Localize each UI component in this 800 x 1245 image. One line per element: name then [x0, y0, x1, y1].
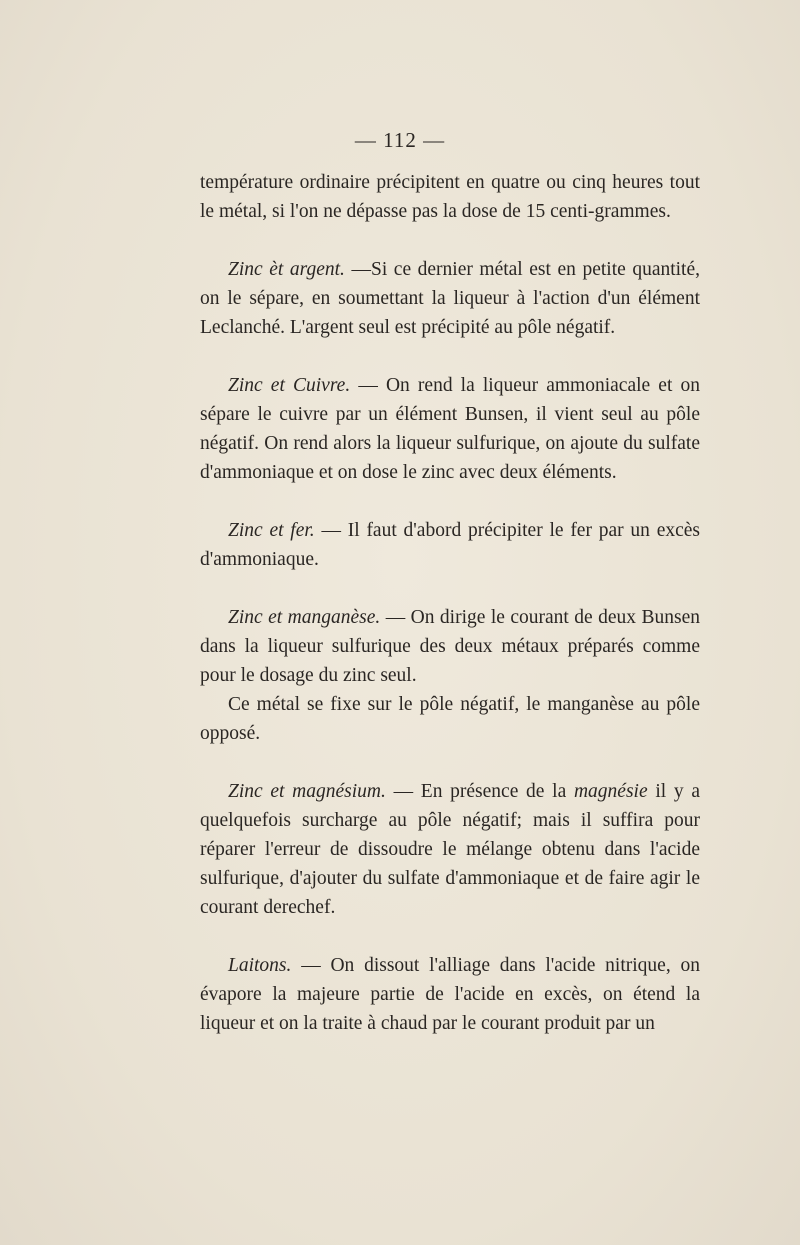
paragraph-continuation: [200, 168, 700, 226]
paragraph-zinc-magnesium: [200, 777, 700, 922]
paragraph-zinc-argent: [200, 255, 700, 342]
paragraph-text: — En présence de la: [385, 781, 574, 802]
paragraph-text: température ordinaire précipitent en quatre ou cinq heures tout le métal, si l'on ne dépasse pas la dose de 15 centi-grammes.: [200, 172, 700, 222]
paragraph-heading: Zinc et magnésium.: [228, 781, 386, 802]
paragraph-zinc-fer: [200, 516, 700, 574]
paragraph-manganese-note: [200, 690, 700, 748]
paragraph-heading: Laitons.: [228, 955, 292, 976]
paragraph-text: — On dirige le courant de deux Bunsen dans la liqueur sulfurique des deux métaux préparés comme pour le dosage du zinc seul.: [200, 607, 700, 686]
paragraph-zinc-manganese: [200, 603, 700, 690]
paragraph-text: Ce métal se fixe sur le pôle négatif, le manganèse au pôle opposé.: [200, 694, 700, 744]
paragraph-heading: Zinc èt argent.: [228, 259, 345, 280]
paragraph-text: — On dissout l'alliage dans l'acide nitrique, on évapore la majeure partie de l'acide en excès, on étend la liqueur et on la traite à chaud par le courant produit par un: [200, 955, 700, 1034]
paragraph-text: — On rend la liqueur ammoniacale et on sépare le cuivre par un élément Bunsen, il vient seul au pôle négatif. On rend alors la liqueur sulfurique, on ajoute du sulfate d'ammoniaque et on dose le zinc avec deux éléments.: [200, 375, 701, 483]
paragraph-zinc-cuivre: [200, 371, 700, 487]
body-text: [200, 168, 700, 1038]
paragraph-text: il y a quelquefois surcharge au pôle négatif; mais il suffira pour réparer l'erreur de dissoudre le mélange obtenu dans l'acide sulfurique, d'ajouter du sulfate d'ammoniaque et de faire agir le courant derechef.: [200, 781, 700, 918]
paragraph-heading: Zinc et fer.: [228, 520, 315, 541]
paragraph-heading: Zinc et manganèse.: [228, 607, 381, 628]
paragraph-text: —Si ce dernier métal est en petite quantité, on le sépare, en soumettant la liqueur à l'action d'un élément Leclanché. L'argent seul est précipité au pôle négatif.: [200, 259, 701, 338]
emphasis-term: magnésie: [573, 781, 648, 802]
page-number: — 112 —: [354, 128, 446, 152]
paragraph-heading: Zinc et Cuivre.: [228, 375, 351, 396]
paragraph-text: — Il faut d'abord précipiter le fer par un excès d'ammoniaque.: [200, 520, 700, 570]
paragraph-laitons: [200, 951, 700, 1038]
